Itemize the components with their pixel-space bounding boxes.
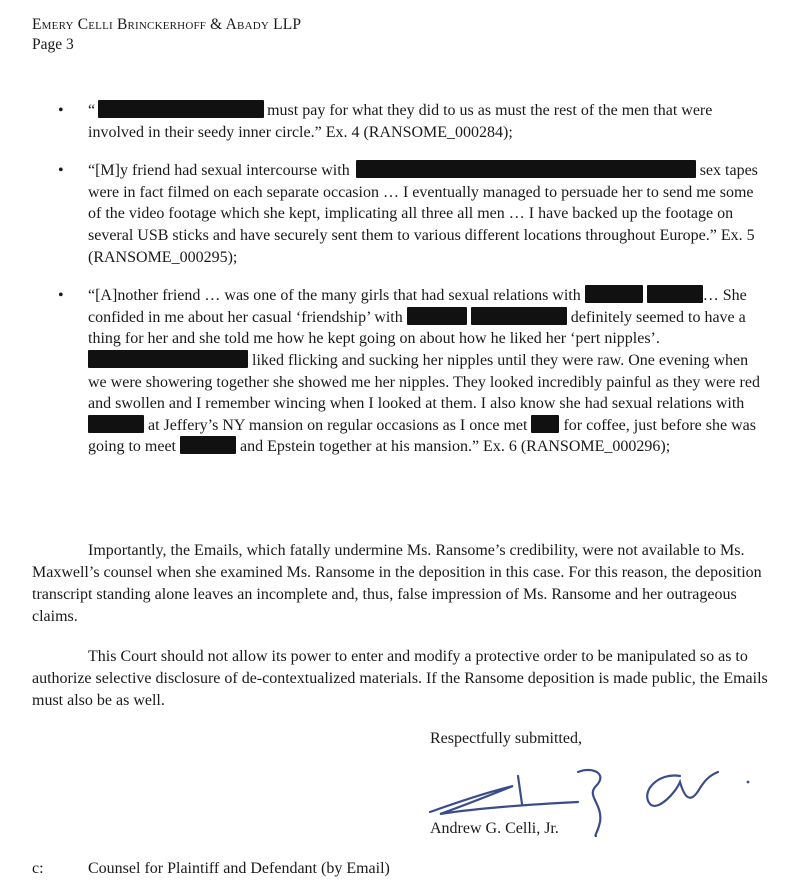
list-item	[52, 160, 768, 268]
quote-text: … She confided in me about her casual ‘friendship’ with	[88, 287, 747, 326]
list-item	[52, 100, 768, 143]
redaction-block	[407, 307, 467, 325]
cc-recipients: Counsel for Plaintiff and Defendant (by Email)	[88, 860, 390, 877]
redaction-block	[88, 415, 144, 433]
bullet-icon: •	[58, 287, 64, 305]
redaction-block	[585, 285, 643, 303]
quote-text: at Jeffery’s NY mansion on regular occasions as I once met	[148, 416, 528, 434]
quote-text: and Epstein together at his mansion.” Ex. 6 (RANSOME_000296);	[239, 438, 671, 456]
quote-text: “[M]y friend had sexual intercourse with	[88, 162, 350, 180]
quote-text: must pay for what they did to us as must the rest of the men that were involved in their seedy inner circle.” Ex. 4 (RANSOME_000284);	[88, 102, 713, 141]
redaction-block	[647, 285, 703, 303]
signer-name: Andrew G. Celli, Jr.	[430, 820, 559, 837]
redaction-block	[88, 350, 248, 368]
letterhead-firm-name: Emery Celli Brinckerhoff & Abady LLP	[32, 16, 302, 33]
bullet-icon: •	[58, 102, 64, 119]
list-item	[52, 285, 768, 458]
page-number: Page 3	[32, 36, 74, 53]
body-paragraph: This Court should not allow its power to enter and modify a protective order to be manipulated so as to authorize selective disclosure of de-contextualized materials. If the Ransome deposition is made public, the Emails must also be as well.	[32, 648, 768, 709]
quote-text: “	[88, 102, 96, 119]
redaction-block	[98, 100, 264, 118]
cc-line	[32, 858, 390, 880]
closing-line: Respectfully submitted,	[430, 730, 582, 747]
redaction-block	[471, 307, 567, 325]
quote-text: definitely seemed to have a thing for her and she told me how he kept going on about how he liked her ‘pert nipples’.	[88, 308, 746, 348]
cc-label: c:	[32, 860, 44, 877]
body-paragraph: Importantly, the Emails, which fatally undermine Ms. Ransome’s credibility, were not available to Ms. Maxwell’s counsel when she examined Ms. Ransome in the deposition in this case. For this reason, the deposition transcript standing alone leaves an incomplete and, thus, false impression of Ms. Ransome and her outrageous claims.	[32, 542, 762, 625]
bullet-icon: •	[58, 162, 64, 180]
quote-text: sex tapes were in fact filmed on each separate occasion … I eventually managed to persuade her to send me some of the video footage which she kept, implicating all three all men … I have backed up the footage on several USB sticks and have securely sent them to various different locations throughout Europe.” Ex. 5 (RANSOME_000295);	[88, 162, 758, 266]
redaction-block	[531, 415, 559, 433]
redaction-block	[356, 160, 696, 178]
quoted-email-list	[52, 100, 768, 475]
quote-text: liked flicking and sucking her nipples until they were raw. One evening when we were showering together she showed me her nipples. They looked incredibly painful as they were red and swollen and I remember wincing when I looked at them. I also know she had sexual relations with	[88, 351, 760, 413]
quote-text: “[A]nother friend … was one of the many girls that had sexual relations with	[88, 287, 581, 305]
quote-text: for coffee, just before she was going to meet	[88, 416, 756, 456]
redaction-block	[180, 436, 236, 454]
